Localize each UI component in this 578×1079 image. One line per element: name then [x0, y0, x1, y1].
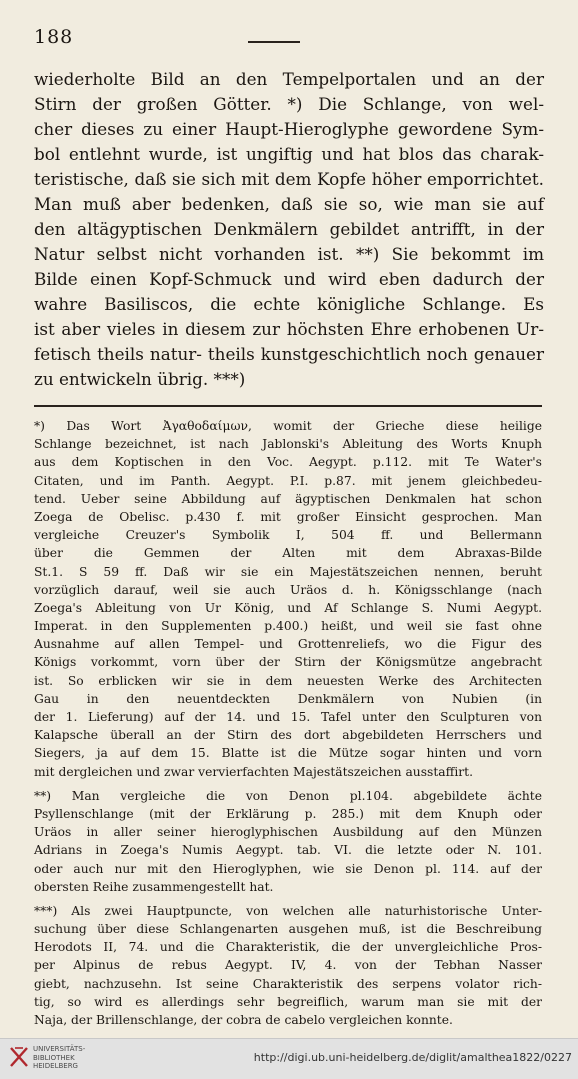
footnote-line: obersten Reihe zusammengestellt hat.	[34, 879, 274, 894]
footnote-line: Gau in den neuentdeckten Denkmälern von Nubien (in	[34, 691, 542, 706]
footnote-line: Uräos in aller seiner hieroglyphischen Ausbildung auf den Münzen	[34, 825, 542, 840]
footnote-line: vorzüglich darauf, weil sie auch Uräos d. h. Königsschlange (nach	[34, 582, 542, 597]
footnote-line: Zoega de Obelisc. p.430 f. mit großer Einsicht gesprochen. Man	[34, 509, 542, 524]
footnote-line: Königs vorkommt, vorn über der Stirn der Königsmütze angebracht	[34, 655, 542, 670]
footnote-line: Herodots II, 74. und die Charakteristik, die der unvergleichliche Pros-	[34, 940, 542, 955]
text-line: Natur selbst nicht vorhanden ist. **) Sie bekommt im	[34, 244, 544, 264]
footnote-line: ist. So erblicken wir sie in dem neuesten Werke des Architecten	[34, 673, 542, 688]
footnote-line: Psyllenschlange (mit der Erklärung p. 285.) mit dem Knuph oder	[34, 806, 542, 821]
text-line: wiederholte Bild an den Tempelportalen und an der	[34, 69, 544, 89]
footnote-line: oder auch nur mit den Hieroglyphen, wie sie Denon pl. 114. auf der	[34, 861, 542, 876]
main-text	[34, 67, 544, 392]
text-line: bol entlehnt wurde, ist ungiftig und hat blos das charak-	[34, 144, 544, 164]
footnote-line: der 1. Lieferung) auf der 14. und 15. Tafel unter den Sculpturen von	[34, 710, 542, 724]
footnote-line: tig, so wird es allerdings sehr begreiflich, warum man sie mit der	[34, 994, 542, 1009]
text-line: wahre Basiliscos, die echte königliche Schlange. Es	[34, 294, 544, 314]
footnote-line: suchung über diese Schlangenarten ausgehen muß, ist die Beschreibung	[34, 922, 542, 937]
footnote-line: aus dem Koptischen in den Voc. Aegypt. p.112. mit Te Water's	[34, 455, 542, 470]
footnote-line: Imperat. in den Supplementen p.400.) heißt, und weil sie fast ohne	[34, 619, 542, 634]
footnotes	[34, 417, 542, 1029]
footnote-line: Ausnahme auf allen Tempel- und Grottenreliefs, wo die Figur des	[34, 637, 542, 652]
text-line: zu entwickeln übrig. ***)	[34, 369, 246, 389]
text-line: teristische, daß sie sich mit dem Kopfe höher emporrichtet.	[34, 169, 544, 189]
header-rule	[248, 41, 300, 43]
page-number: 188	[34, 26, 74, 48]
footnote-line: giebt, nachzusehn. Ist seine Charakteristik des serpens volator rich-	[34, 976, 542, 991]
footnote-3	[34, 902, 542, 1029]
institution-name: UNIVERSITÄTS- BIBLIOTHEK HEIDELBERG	[33, 1045, 86, 1070]
text-line: den altägyptischen Denkmälern gebildet antrifft, in der	[34, 219, 544, 239]
footnote-line: über die Gemmen der Alten mit dem Abraxas-Bilde	[34, 546, 542, 561]
text-line: Bilde einen Kopf-Schmuck und wird eben dadurch der	[34, 269, 544, 289]
footnote-line: per Alpinus de rebus Aegypt. IV, 4. von der Tebhan Nasser	[34, 958, 542, 973]
footnote-line: *) Das Wort Ἀγαθοδαίμων, womit der Grieche diese heilige	[34, 419, 542, 433]
text-line: Stirn der großen Götter. *) Die Schlange, von wel-	[34, 94, 544, 114]
footnote-line: Kalapsche überall an der Stirn des dort abgebildeten Herrschers und	[34, 728, 542, 743]
footnote-line: Schlange bezeichnet, ist nach Jablonski's Ableitung des Worts Knuph	[34, 437, 542, 452]
footnote-line: **) Man vergleiche die von Denon pl.104. abgebildete ächte	[34, 788, 542, 803]
footnote-line: ***) Als zwei Hauptpuncte, von welchen alle naturhistorische Unter-	[34, 903, 542, 918]
footnote-line: mit dergleichen und zwar vervierfachten Majestätszeichen ausstaffirt.	[34, 764, 474, 779]
footnote-rule	[34, 405, 542, 407]
text-line: cher dieses zu einer Haupt-Hieroglyphe gewordene Sym-	[34, 119, 544, 139]
footnote-line: vergleiche Creuzer's Symbolik I, 504 ff. und Bellermann	[34, 528, 542, 543]
footnote-line: Citaten, und im Panth. Aegypt. P.I. p.87. mit jenem gleichbedeu-	[34, 473, 542, 488]
footnote-line: St.1. S 59 ff. Daß wir sie ein Majestätszeichen nennen, beruht	[34, 564, 542, 579]
text-line: ist aber vieles in diesem zur höchsten Ehre erhobenen Ur-	[34, 319, 544, 339]
text-line: Man muß aber bedenken, daß sie so, wie man sie auf	[34, 194, 544, 214]
footnote-line: tend. Ueber seine Abbildung auf ägyptischen Denkmalen hat schon	[34, 491, 542, 506]
footnote-1	[34, 417, 542, 781]
footnote-line: Zoega's Ableitung von Ur König, und Af Schlange S. Numi Aegypt.	[34, 600, 542, 615]
footnote-line: Adrians in Zoega's Numis Aegypt. tab. VI. die letzte oder N. 101.	[34, 843, 542, 858]
footnote-line: Naja, der Brillenschlange, der cobra de cabelo vergleichen konnte.	[34, 1013, 453, 1027]
source-url-link[interactable]: http://digi.ub.uni-heidelberg.de/diglit/amalthea1822/0227	[253, 1051, 572, 1064]
footnote-line: Siegers, ja auf dem 15. Blatte ist die Mütze sogar hinten und vorn	[34, 746, 542, 761]
heidelberg-library-logo-icon	[9, 1046, 29, 1068]
footnote-2	[34, 787, 542, 896]
text-line: fetisch theils natur- theils kunstgeschichtlich noch genauer	[34, 344, 544, 364]
viewer-footer	[0, 1038, 578, 1079]
